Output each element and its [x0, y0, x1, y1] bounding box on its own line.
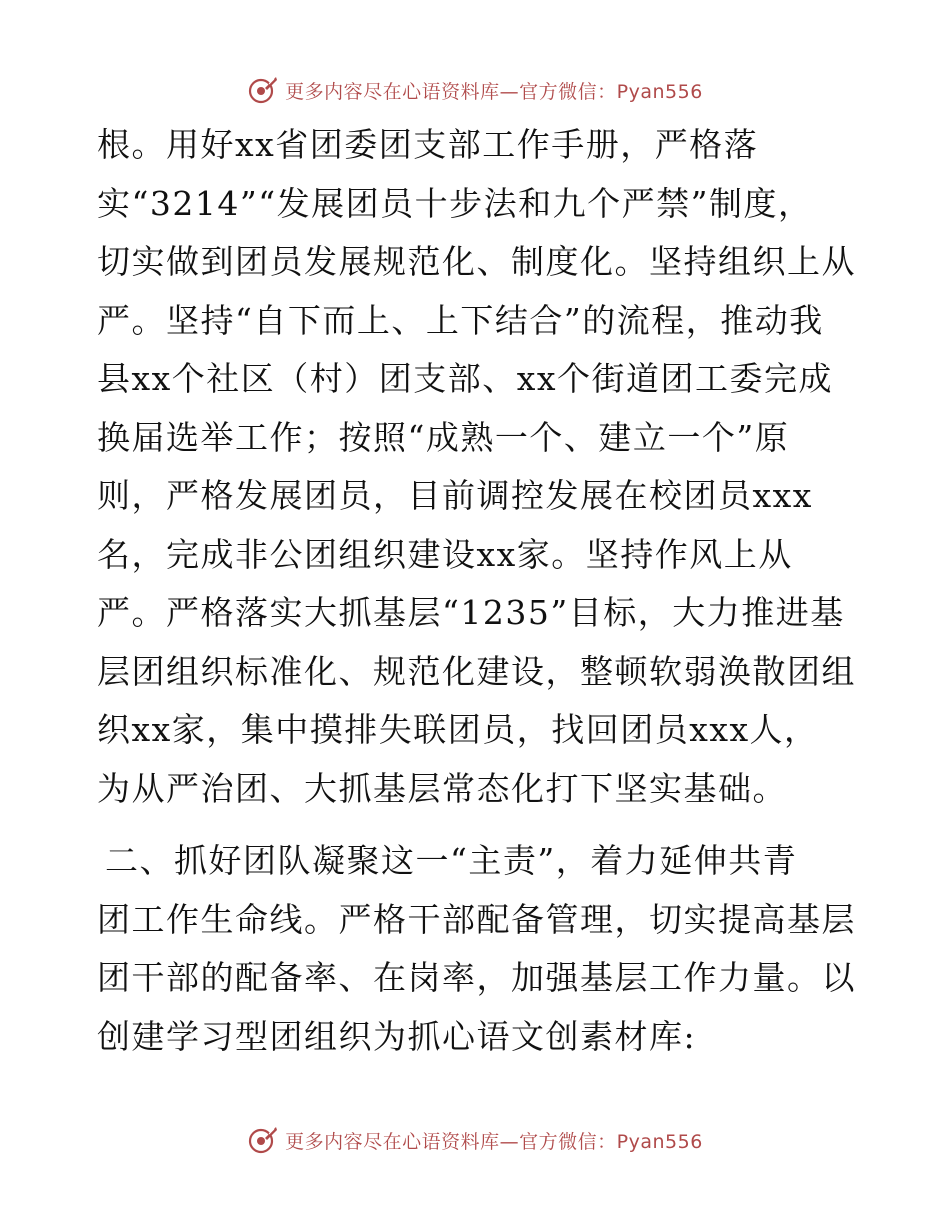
text-line: 换届选举工作；按照“成熟一个、建立一个”原	[97, 417, 790, 457]
text-line: 为从严治团、大抓基层常态化打下坚实基础。	[97, 768, 787, 808]
text-line: 根。用好xx省团委团支部工作手册，严格落	[97, 125, 759, 164]
paragraph-1	[97, 116, 867, 818]
text-line: 团工作生命线。严格干部配备管理，切实提高基层	[97, 899, 856, 939]
text-line: 织xx家，集中摸排失联团员，找回团员xxx人，	[97, 710, 819, 749]
text-line: 切实做到团员发展规范化、制度化。坚持组织上从	[97, 242, 856, 281]
quill-seal-icon	[247, 74, 279, 106]
text-line: 团干部的配备率、在岗率，加强基层工作力量。以	[97, 958, 856, 997]
watermark-footer	[0, 1120, 950, 1160]
text-line: 实“3214”“发展团员十步法和九个严禁”制度，	[97, 183, 813, 223]
section-heading-line: 二、抓好团队凝聚这一“主责”，着力延伸共青	[105, 841, 798, 880]
text-line: 层团组织标准化、规范化建设，整顿软弱涣散团组	[97, 651, 856, 691]
text-line: 严。严格落实大抓基层“1235”目标，大力推进基	[97, 593, 845, 632]
text-line: 创建学习型团组织为抓心语文创素材库:	[97, 1016, 697, 1056]
document-body	[97, 116, 867, 1066]
paragraph-spacer	[97, 818, 867, 832]
paragraph-2	[97, 832, 867, 1066]
watermark-header	[0, 70, 950, 110]
watermark-text: 更多内容尽在心语资料库—官方微信：Pyan556	[285, 80, 703, 103]
quill-seal-icon	[247, 1124, 279, 1156]
text-line: 名，完成非公团组织建设xx家。坚持作风上从	[97, 534, 793, 574]
text-line: 则，严格发展团员，目前调控发展在校团员xxx	[97, 476, 813, 515]
text-line: 县xx个社区（村）团支部、xx个街道团工委完成	[97, 359, 833, 398]
watermark-text: 更多内容尽在心语资料库—官方微信：Pyan556	[285, 1130, 703, 1153]
text-line: 严。坚持“自下而上、上下结合”的流程，推动我	[97, 300, 824, 340]
